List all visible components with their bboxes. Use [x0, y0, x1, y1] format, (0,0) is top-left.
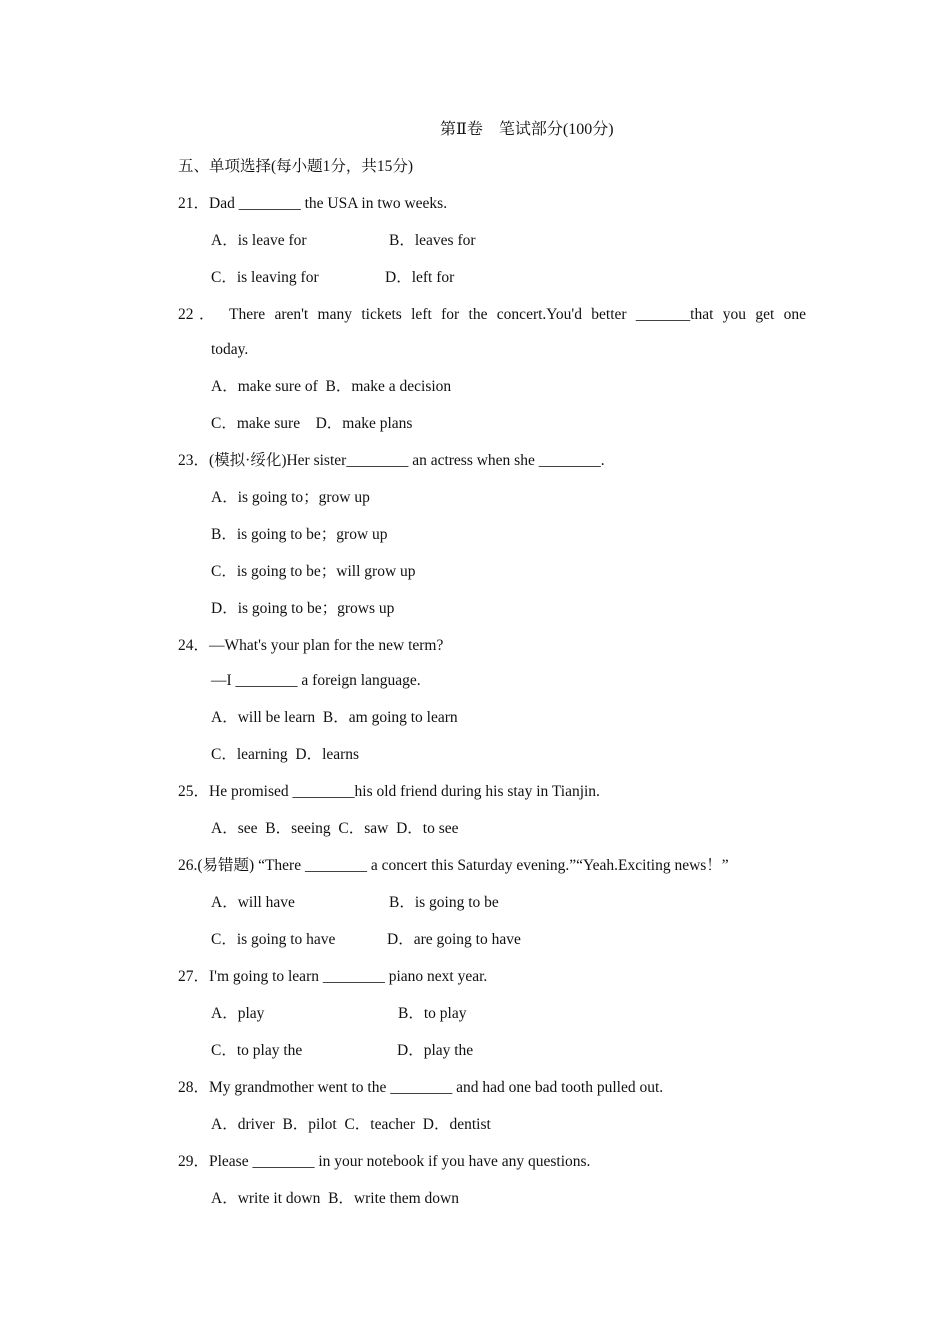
q21-option-c: C．is leaving for: [211, 269, 319, 286]
q26-option-c: C．is going to have: [211, 931, 336, 948]
question-26: 26.(易错题) “There ________ a concert this Saturday evening.”“Yeah.Exciting news！”: [178, 857, 729, 874]
q23-option-c: C．is going to be；will grow up: [211, 563, 416, 580]
question-27: 27．I'm going to learn ________ piano next year.: [178, 968, 488, 985]
q21-option-d: D．left for: [385, 269, 455, 286]
q29-options-ab: A．write it down B．write them down: [211, 1190, 459, 1207]
q27-option-c: C．to play the: [211, 1042, 303, 1059]
question-29: 29．Please ________ in your notebook if you have any questions.: [178, 1153, 591, 1170]
q22-options-cd: C．make sure D．make plans: [211, 415, 413, 432]
q24-options-ab: A．will be learn B．am going to learn: [211, 709, 458, 726]
question-28: 28．My grandmother went to the ________ and had one bad tooth pulled out.: [178, 1079, 664, 1096]
question-24-reply: —I ________ a foreign language.: [211, 672, 421, 689]
q27-option-a: A．play: [211, 1005, 265, 1022]
q27-option-d: D．play the: [397, 1042, 474, 1059]
q21-option-b: B．leaves for: [389, 232, 476, 249]
q26-option-b: B．is going to be: [389, 894, 499, 911]
q27-option-b: B．to play: [398, 1005, 467, 1022]
section-heading: 五、单项选择(每小题1分，共15分): [178, 158, 414, 175]
question-21: 21．Dad ________ the USA in two weeks.: [178, 195, 448, 212]
q25-options: A．see B．seeing C．saw D．to see: [211, 820, 459, 837]
question-23: 23．(模拟·绥化)Her sister________ an actress when she ________.: [178, 452, 605, 469]
question-24: 24．—What's your plan for the new term?: [178, 637, 444, 654]
q26-option-a: A．will have: [211, 894, 295, 911]
q28-options: A．driver B．pilot C．teacher D．dentist: [211, 1116, 491, 1133]
q21-option-a: A．is leave for: [211, 232, 307, 249]
q26-option-d: D．are going to have: [387, 931, 521, 948]
q24-options-cd: C．learning D．learns: [211, 746, 360, 763]
q23-option-a: A．is going to；grow up: [211, 489, 370, 506]
question-22-line2: today.: [211, 341, 249, 358]
paper-title: 第Ⅱ卷 笔试部分(100分): [440, 121, 614, 138]
q23-option-d: D．is going to be；grows up: [211, 600, 395, 617]
q22-options-ab: A．make sure of B．make a decision: [211, 378, 452, 395]
question-22-line1: 22． There aren't many tickets left for the concert.You'd better _______that you get one: [178, 306, 806, 323]
q23-option-b: B．is going to be；grow up: [211, 526, 388, 543]
question-25: 25．He promised ________his old friend during his stay in Tianjin.: [178, 783, 600, 800]
